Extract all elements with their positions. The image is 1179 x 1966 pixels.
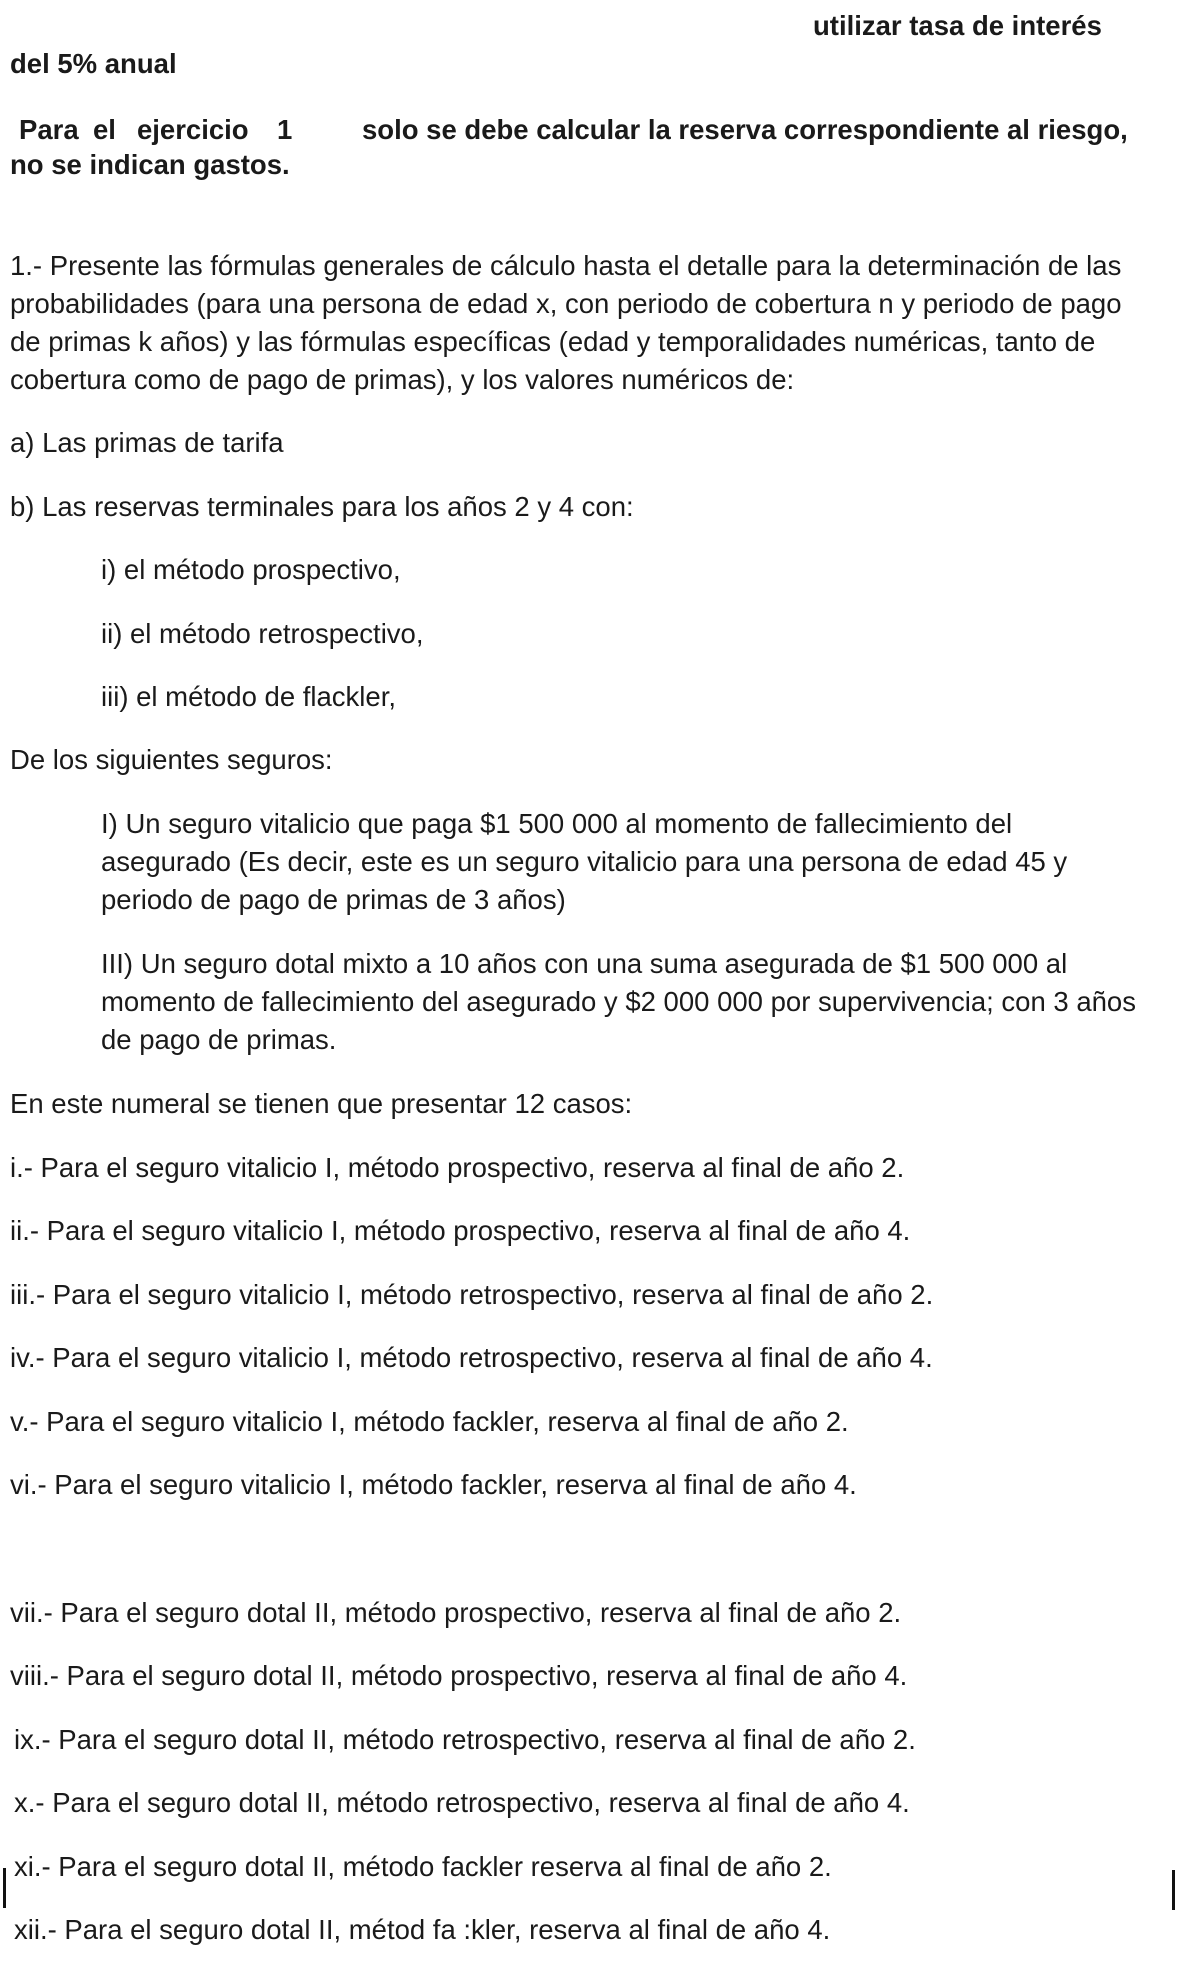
method-iii: iii) el método de flackler, [101,681,396,712]
insurances-heading: De los siguientes seguros: [10,744,333,775]
case-item: ix.- Para el seguro dotal II, método retrospectivo, reserva al final de año 2. [14,1724,916,1755]
scan-edge-mark-right [1172,1870,1175,1910]
case-item: vii.- Para el seguro dotal II, método prospectivo, reserva al final de año 2. [10,1597,902,1628]
insurance-I-line-2: asegurado (Es decir, este es un seguro vitalicio para una persona de edad 45 y [101,846,1068,877]
item-b: b) Las reservas terminales para los años 2 y 4 con: [10,491,634,522]
note-word-para: Para [19,114,79,145]
method-ii: ii) el método retrospectivo, [101,618,424,649]
case-item: i.- Para el seguro vitalicio I, método prospectivo, reserva al final de año 2. [10,1152,905,1183]
case-item: vi.- Para el seguro vitalicio I, método fackler, reserva al final de año 4. [10,1469,857,1500]
note-line-1-rest: solo se debe calcular la reserva correspondiente al riesgo, [362,114,1128,145]
intro-line-2: probabilidades (para una persona de edad x, con periodo de cobertura n y periodo de pago [10,288,1122,319]
case-item: v.- Para el seguro vitalicio I, método fackler, reserva al final de año 2. [10,1406,849,1437]
note-word-number: 1 [277,114,293,145]
header-line-1: utilizar tasa de interés [813,10,1102,41]
insurance-I-line-1: I) Un seguro vitalicio que paga $1 500 000 al momento de fallecimiento del [101,808,1013,839]
insurance-III-line-1: III) Un seguro dotal mixto a 10 años con una suma asegurada de $1 500 000 al [101,948,1068,979]
insurance-I-line-3: periodo de pago de primas de 3 años) [101,884,566,915]
case-item: iii.- Para el seguro vitalicio I, método retrospectivo, reserva al final de año 2. [10,1279,934,1310]
note-word-el: el [93,114,116,145]
method-i: i) el método prospectivo, [101,554,401,585]
case-item: viii.- Para el seguro dotal II, método prospectivo, reserva al final de año 4. [10,1660,908,1691]
note-word-ejercicio: ejercicio [137,114,249,145]
case-item: ii.- Para el seguro vitalicio I, método prospectivo, reserva al final de año 4. [10,1215,911,1246]
insurance-III-line-3: de pago de primas. [101,1024,337,1055]
case-item: xii.- Para el seguro dotal II, métod fa :kler, reserva al final de año 4. [14,1914,831,1945]
intro-line-3: de primas k años) y las fórmulas específicas (edad y temporalidades numéricas, tanto de [10,326,1096,357]
case-item: xi.- Para el seguro dotal II, método fackler reserva al final de año 2. [14,1851,832,1882]
intro-line-1: 1.- Presente las fórmulas generales de cálculo hasta el detalle para la determinación de las [10,250,1122,281]
header-line-2: del 5% anual [10,48,177,79]
case-item: x.- Para el seguro dotal II, método retrospectivo, reserva al final de año 4. [14,1787,910,1818]
item-a: a) Las primas de tarifa [10,427,284,458]
scan-edge-mark-left [3,1868,6,1908]
case-item: iv.- Para el seguro vitalicio I, método retrospectivo, reserva al final de año 4. [10,1342,933,1373]
note-line-2: no se indican gastos. [10,149,290,180]
cases-heading: En este numeral se tienen que presentar 12 casos: [10,1088,633,1119]
intro-line-4: cobertura como de pago de primas), y los valores numéricos de: [10,364,795,395]
insurance-III-line-2: momento de fallecimiento del asegurado y $2 000 000 por supervivencia; con 3 años [101,986,1136,1017]
